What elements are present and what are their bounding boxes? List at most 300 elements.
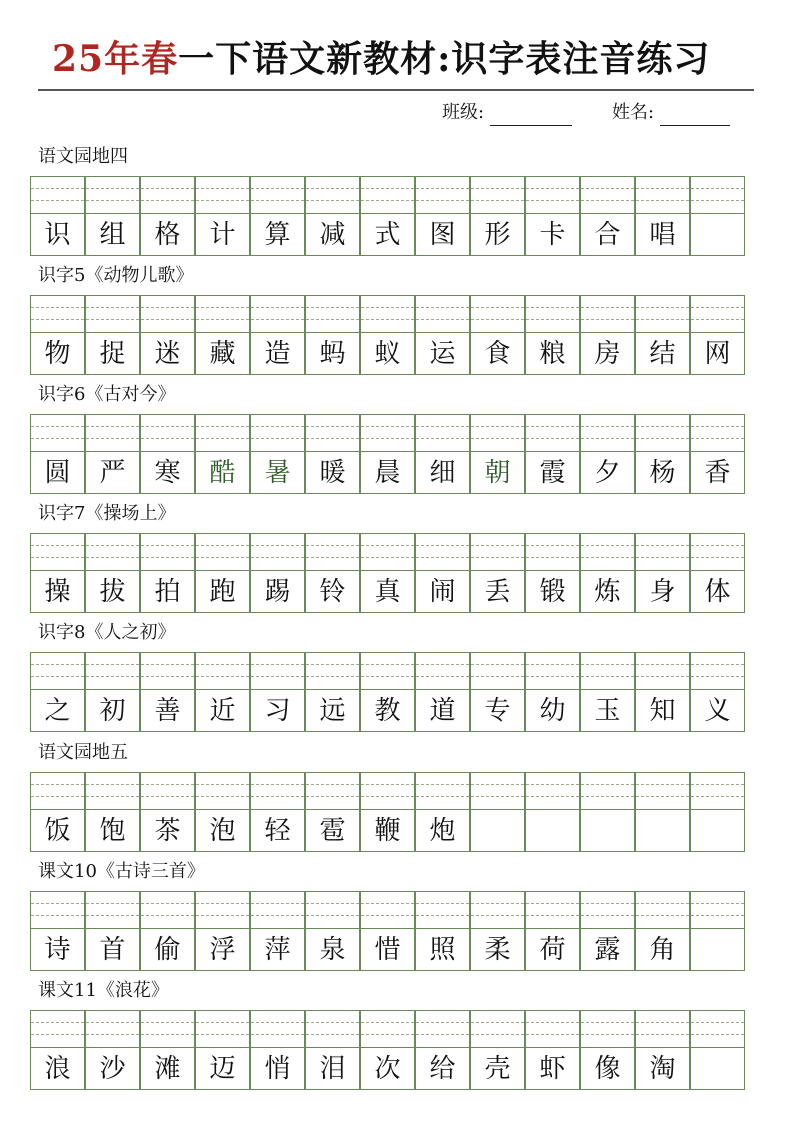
char-cell <box>30 1010 85 1090</box>
char-cell <box>580 295 635 375</box>
char-cell <box>360 1010 415 1090</box>
char-cell <box>250 1010 305 1090</box>
pinyin-writing-band[interactable] <box>251 534 304 571</box>
char-cell <box>525 414 580 494</box>
char-cell <box>690 891 745 971</box>
dashed-guide-line <box>526 426 579 427</box>
dashed-guide-line <box>471 307 524 308</box>
dashed-guide-line <box>306 426 359 427</box>
char-cell <box>470 772 525 852</box>
pinyin-writing-band[interactable] <box>251 892 304 929</box>
pinyin-writing-band[interactable] <box>251 1011 304 1048</box>
hanzi-character: 给 <box>429 1054 456 1084</box>
dashed-guide-line <box>636 664 689 665</box>
pinyin-writing-band[interactable] <box>416 773 469 810</box>
char-cell <box>140 1010 195 1090</box>
pinyin-writing-band[interactable] <box>31 653 84 690</box>
pinyin-writing-band[interactable] <box>141 415 194 452</box>
dashed-guide-line <box>251 915 304 916</box>
title-year: 25年春 <box>52 38 179 80</box>
hanzi-character: 远 <box>319 696 346 726</box>
char-cell <box>415 891 470 971</box>
section-title: 课文10《古诗三首》 <box>38 861 205 882</box>
pinyin-writing-band[interactable] <box>86 296 139 333</box>
pinyin-writing-band[interactable] <box>196 1011 249 1048</box>
char-cell <box>415 533 470 613</box>
hanzi-character: 知 <box>649 696 676 726</box>
hanzi-character <box>691 214 744 256</box>
dashed-guide-line <box>31 307 84 308</box>
pinyin-writing-band[interactable] <box>581 892 634 929</box>
dashed-guide-line <box>31 545 84 546</box>
char-cell <box>415 772 470 852</box>
pinyin-writing-band[interactable] <box>361 177 414 214</box>
hanzi-character: 雹 <box>319 816 346 846</box>
dashed-guide-line <box>251 188 304 189</box>
hanzi-character: 识 <box>44 220 71 250</box>
hanzi-character: 房 <box>594 339 621 369</box>
dashed-guide-line <box>86 438 139 439</box>
dashed-guide-line <box>416 1034 469 1035</box>
pinyin-writing-band[interactable] <box>471 1011 524 1048</box>
hanzi-character: 朝 <box>484 458 511 488</box>
pinyin-writing-band[interactable] <box>196 534 249 571</box>
class-blank[interactable] <box>490 105 572 126</box>
pinyin-writing-band[interactable] <box>636 773 689 810</box>
dashed-guide-line <box>581 307 634 308</box>
dashed-guide-line <box>691 200 744 201</box>
pinyin-writing-band[interactable] <box>471 177 524 214</box>
pinyin-writing-band[interactable] <box>251 773 304 810</box>
char-cell <box>305 176 360 256</box>
pinyin-writing-band[interactable] <box>526 653 579 690</box>
pinyin-writing-band[interactable] <box>581 653 634 690</box>
char-cell <box>580 772 635 852</box>
char-cell <box>580 652 635 732</box>
dashed-guide-line <box>471 1034 524 1035</box>
dashed-guide-line <box>86 1034 139 1035</box>
pinyin-writing-band[interactable] <box>306 415 359 452</box>
pinyin-writing-band[interactable] <box>636 653 689 690</box>
dashed-guide-line <box>471 915 524 916</box>
pinyin-writing-band[interactable] <box>86 653 139 690</box>
dashed-guide-line <box>526 664 579 665</box>
dashed-guide-line <box>691 188 744 189</box>
pinyin-writing-band[interactable] <box>691 892 744 929</box>
pinyin-writing-band[interactable] <box>471 296 524 333</box>
pinyin-writing-band[interactable] <box>141 177 194 214</box>
hanzi-character: 浪 <box>44 1054 71 1084</box>
pinyin-writing-band[interactable] <box>86 415 139 452</box>
pinyin-writing-band[interactable] <box>196 415 249 452</box>
dashed-guide-line <box>141 796 194 797</box>
pinyin-writing-band[interactable] <box>141 534 194 571</box>
pinyin-writing-band[interactable] <box>691 296 744 333</box>
pinyin-writing-band[interactable] <box>691 653 744 690</box>
pinyin-writing-band[interactable] <box>31 1011 84 1048</box>
pinyin-writing-band[interactable] <box>141 653 194 690</box>
char-cell <box>360 176 415 256</box>
pinyin-writing-band[interactable] <box>86 892 139 929</box>
hanzi-character: 露 <box>594 935 621 965</box>
hanzi-character: 次 <box>374 1054 401 1084</box>
char-cell <box>690 533 745 613</box>
dashed-guide-line <box>526 545 579 546</box>
pinyin-writing-band[interactable] <box>141 892 194 929</box>
dashed-guide-line <box>416 557 469 558</box>
char-cell <box>85 891 140 971</box>
dashed-guide-line <box>31 796 84 797</box>
pinyin-writing-band[interactable] <box>581 177 634 214</box>
dashed-guide-line <box>306 903 359 904</box>
dashed-guide-line <box>416 188 469 189</box>
hanzi-character: 浮 <box>209 935 236 965</box>
hanzi-character: 合 <box>594 220 621 250</box>
char-cell <box>360 652 415 732</box>
char-cell <box>195 414 250 494</box>
hanzi-character: 物 <box>44 339 71 369</box>
pinyin-writing-band[interactable] <box>31 177 84 214</box>
pinyin-writing-band[interactable] <box>416 653 469 690</box>
dashed-guide-line <box>196 796 249 797</box>
dashed-guide-line <box>471 903 524 904</box>
char-cell <box>195 1010 250 1090</box>
char-cell <box>580 176 635 256</box>
dashed-guide-line <box>416 1022 469 1023</box>
pinyin-writing-band[interactable] <box>526 177 579 214</box>
char-cell <box>470 176 525 256</box>
dashed-guide-line <box>416 915 469 916</box>
dashed-guide-line <box>691 903 744 904</box>
pinyin-writing-band[interactable] <box>196 892 249 929</box>
pinyin-writing-band[interactable] <box>416 892 469 929</box>
pinyin-writing-band[interactable] <box>31 892 84 929</box>
char-cell <box>305 1010 360 1090</box>
hanzi-character: 首 <box>99 935 126 965</box>
hanzi-character: 蚁 <box>374 339 401 369</box>
char-cell <box>690 176 745 256</box>
dashed-guide-line <box>251 438 304 439</box>
pinyin-writing-band[interactable] <box>306 653 359 690</box>
pinyin-writing-band[interactable] <box>361 296 414 333</box>
dashed-guide-line <box>691 438 744 439</box>
pinyin-writing-band[interactable] <box>31 415 84 452</box>
hanzi-character: 网 <box>704 339 731 369</box>
pinyin-writing-band[interactable] <box>196 177 249 214</box>
dashed-guide-line <box>196 319 249 320</box>
dashed-guide-line <box>581 319 634 320</box>
char-cell <box>30 533 85 613</box>
pinyin-writing-band[interactable] <box>251 653 304 690</box>
pinyin-writing-band[interactable] <box>31 534 84 571</box>
char-cell <box>140 176 195 256</box>
hanzi-character: 淘 <box>649 1054 676 1084</box>
section-title: 语文园地四 <box>38 146 128 167</box>
name-blank[interactable] <box>660 105 730 126</box>
dashed-guide-line <box>86 915 139 916</box>
hanzi-character: 卡 <box>539 220 566 250</box>
pinyin-writing-band[interactable] <box>86 534 139 571</box>
hanzi-character <box>691 929 744 971</box>
pinyin-grid <box>30 414 746 494</box>
pinyin-writing-band[interactable] <box>361 892 414 929</box>
hanzi-character: 沙 <box>99 1054 126 1084</box>
dashed-guide-line <box>526 307 579 308</box>
pinyin-writing-band[interactable] <box>526 296 579 333</box>
dashed-guide-line <box>581 438 634 439</box>
pinyin-writing-band[interactable] <box>416 296 469 333</box>
hanzi-character: 玉 <box>594 696 621 726</box>
pinyin-writing-band[interactable] <box>306 177 359 214</box>
pinyin-writing-band[interactable] <box>86 177 139 214</box>
hanzi-character: 惜 <box>374 935 401 965</box>
pinyin-writing-band[interactable] <box>636 177 689 214</box>
pinyin-writing-band[interactable] <box>251 177 304 214</box>
hanzi-character: 算 <box>264 220 291 250</box>
pinyin-writing-band[interactable] <box>306 534 359 571</box>
dashed-guide-line <box>251 903 304 904</box>
dashed-guide-line <box>306 915 359 916</box>
pinyin-writing-band[interactable] <box>361 653 414 690</box>
pinyin-grid <box>30 295 746 375</box>
pinyin-writing-band[interactable] <box>471 534 524 571</box>
dashed-guide-line <box>196 545 249 546</box>
pinyin-writing-band[interactable] <box>361 1011 414 1048</box>
pinyin-writing-band[interactable] <box>581 415 634 452</box>
char-cell <box>525 295 580 375</box>
pinyin-writing-band[interactable] <box>31 296 84 333</box>
char-cell <box>525 652 580 732</box>
dashed-guide-line <box>86 319 139 320</box>
dashed-guide-line <box>416 438 469 439</box>
pinyin-writing-band[interactable] <box>251 415 304 452</box>
dashed-guide-line <box>306 438 359 439</box>
name-field <box>612 100 730 126</box>
hanzi-character: 幼 <box>539 696 566 726</box>
dashed-guide-line <box>471 796 524 797</box>
dashed-guide-line <box>361 200 414 201</box>
dashed-guide-line <box>86 200 139 201</box>
pinyin-writing-band[interactable] <box>636 296 689 333</box>
pinyin-writing-band[interactable] <box>86 773 139 810</box>
pinyin-writing-band[interactable] <box>471 653 524 690</box>
dashed-guide-line <box>416 903 469 904</box>
hanzi-character <box>636 810 689 852</box>
pinyin-writing-band[interactable] <box>141 773 194 810</box>
pinyin-writing-band[interactable] <box>361 415 414 452</box>
hanzi-character: 组 <box>99 220 126 250</box>
hanzi-character: 虾 <box>539 1054 566 1084</box>
dashed-guide-line <box>471 200 524 201</box>
pinyin-writing-band[interactable] <box>581 773 634 810</box>
char-cell <box>30 772 85 852</box>
hanzi-character: 减 <box>319 220 346 250</box>
dashed-guide-line <box>251 307 304 308</box>
pinyin-writing-band[interactable] <box>471 773 524 810</box>
pinyin-writing-band[interactable] <box>636 534 689 571</box>
hanzi-character: 茶 <box>154 816 181 846</box>
char-cell <box>415 295 470 375</box>
pinyin-writing-band[interactable] <box>306 773 359 810</box>
pinyin-writing-band[interactable] <box>526 1011 579 1048</box>
dashed-guide-line <box>416 545 469 546</box>
pinyin-writing-band[interactable] <box>416 177 469 214</box>
char-cell <box>635 176 690 256</box>
pinyin-writing-band[interactable] <box>196 773 249 810</box>
char-cell <box>635 1010 690 1090</box>
pinyin-writing-band[interactable] <box>141 1011 194 1048</box>
dashed-guide-line <box>141 903 194 904</box>
section-title: 识字5《动物儿歌》 <box>38 265 194 286</box>
dashed-guide-line <box>581 426 634 427</box>
dashed-guide-line <box>416 664 469 665</box>
hanzi-character: 泉 <box>319 935 346 965</box>
char-cell <box>30 652 85 732</box>
hanzi-character: 教 <box>374 696 401 726</box>
char-cell <box>360 414 415 494</box>
dashed-guide-line <box>196 784 249 785</box>
pinyin-writing-band[interactable] <box>361 534 414 571</box>
dashed-guide-line <box>196 188 249 189</box>
dashed-guide-line <box>471 784 524 785</box>
pinyin-writing-band[interactable] <box>636 1011 689 1048</box>
pinyin-writing-band[interactable] <box>416 1011 469 1048</box>
dashed-guide-line <box>581 1034 634 1035</box>
char-cell <box>635 533 690 613</box>
pinyin-writing-band[interactable] <box>86 1011 139 1048</box>
hanzi-character: 真 <box>374 577 401 607</box>
char-cell <box>305 652 360 732</box>
dashed-guide-line <box>306 676 359 677</box>
hanzi-character: 专 <box>484 696 511 726</box>
dashed-guide-line <box>306 796 359 797</box>
char-cell <box>305 891 360 971</box>
char-cell <box>470 414 525 494</box>
char-cell <box>470 891 525 971</box>
dashed-guide-line <box>196 676 249 677</box>
pinyin-writing-band[interactable] <box>416 415 469 452</box>
dashed-guide-line <box>86 426 139 427</box>
hanzi-character: 粮 <box>539 339 566 369</box>
dashed-guide-line <box>526 438 579 439</box>
hanzi-character: 杨 <box>649 458 676 488</box>
hanzi-character: 身 <box>649 577 676 607</box>
dashed-guide-line <box>306 188 359 189</box>
dashed-guide-line <box>361 319 414 320</box>
char-cell <box>85 295 140 375</box>
hanzi-character: 丢 <box>484 577 511 607</box>
dashed-guide-line <box>361 438 414 439</box>
pinyin-writing-band[interactable] <box>581 296 634 333</box>
section-title: 识字7《操场上》 <box>38 503 176 524</box>
dashed-guide-line <box>31 784 84 785</box>
pinyin-writing-band[interactable] <box>581 534 634 571</box>
dashed-guide-line <box>31 188 84 189</box>
dashed-guide-line <box>691 915 744 916</box>
pinyin-writing-band[interactable] <box>526 415 579 452</box>
char-cell <box>250 652 305 732</box>
pinyin-writing-band[interactable] <box>636 892 689 929</box>
hanzi-character: 偷 <box>154 935 181 965</box>
dashed-guide-line <box>526 557 579 558</box>
char-cell <box>415 652 470 732</box>
char-cell <box>690 1010 745 1090</box>
pinyin-writing-band[interactable] <box>416 534 469 571</box>
char-cell <box>85 414 140 494</box>
dashed-guide-line <box>31 915 84 916</box>
pinyin-writing-band[interactable] <box>691 415 744 452</box>
hanzi-character: 唱 <box>649 220 676 250</box>
hanzi-character: 细 <box>429 458 456 488</box>
dashed-guide-line <box>636 1022 689 1023</box>
pinyin-writing-band[interactable] <box>471 415 524 452</box>
char-cell <box>415 1010 470 1090</box>
pinyin-writing-band[interactable] <box>691 773 744 810</box>
dashed-guide-line <box>471 1022 524 1023</box>
pinyin-writing-band[interactable] <box>636 415 689 452</box>
dashed-guide-line <box>361 557 414 558</box>
char-cell <box>690 772 745 852</box>
pinyin-writing-band[interactable] <box>31 773 84 810</box>
pinyin-writing-band[interactable] <box>361 773 414 810</box>
pinyin-writing-band[interactable] <box>526 773 579 810</box>
pinyin-writing-band[interactable] <box>691 534 744 571</box>
char-cell <box>250 772 305 852</box>
dashed-guide-line <box>526 319 579 320</box>
dashed-guide-line <box>196 915 249 916</box>
pinyin-writing-band[interactable] <box>196 296 249 333</box>
dashed-guide-line <box>526 784 579 785</box>
pinyin-writing-band[interactable] <box>526 534 579 571</box>
char-cell <box>415 176 470 256</box>
pinyin-writing-band[interactable] <box>691 177 744 214</box>
char-cell <box>85 772 140 852</box>
dashed-guide-line <box>526 1022 579 1023</box>
char-cell <box>525 1010 580 1090</box>
dashed-guide-line <box>361 903 414 904</box>
pinyin-writing-band[interactable] <box>526 892 579 929</box>
pinyin-writing-band[interactable] <box>251 296 304 333</box>
char-cell <box>305 533 360 613</box>
pinyin-writing-band[interactable] <box>141 296 194 333</box>
hanzi-character: 泡 <box>209 816 236 846</box>
pinyin-writing-band[interactable] <box>196 653 249 690</box>
dashed-guide-line <box>581 1022 634 1023</box>
pinyin-writing-band[interactable] <box>471 892 524 929</box>
pinyin-writing-band[interactable] <box>306 1011 359 1048</box>
char-cell <box>85 533 140 613</box>
hanzi-character <box>526 810 579 852</box>
dashed-guide-line <box>251 676 304 677</box>
dashed-guide-line <box>416 784 469 785</box>
dashed-guide-line <box>581 903 634 904</box>
char-cell <box>30 414 85 494</box>
char-cell <box>470 533 525 613</box>
pinyin-writing-band[interactable] <box>691 1011 744 1048</box>
hanzi-character: 炼 <box>594 577 621 607</box>
dashed-guide-line <box>471 319 524 320</box>
pinyin-writing-band[interactable] <box>581 1011 634 1048</box>
dashed-guide-line <box>86 307 139 308</box>
pinyin-writing-band[interactable] <box>306 892 359 929</box>
dashed-guide-line <box>581 676 634 677</box>
dashed-guide-line <box>471 188 524 189</box>
char-cell <box>690 295 745 375</box>
char-cell <box>140 295 195 375</box>
pinyin-writing-band[interactable] <box>306 296 359 333</box>
hanzi-character: 轻 <box>264 816 291 846</box>
dashed-guide-line <box>31 200 84 201</box>
